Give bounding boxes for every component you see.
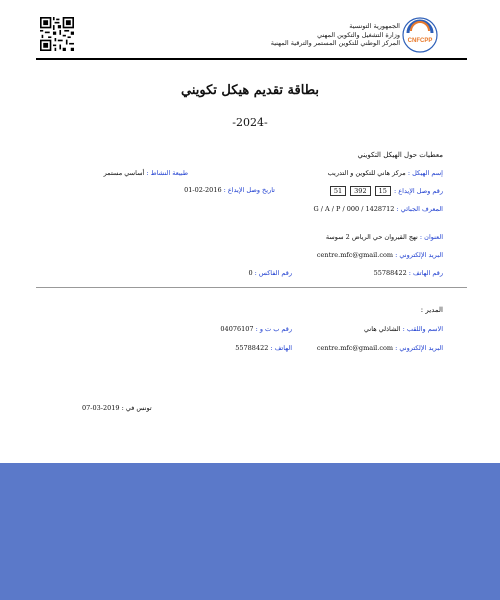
section-training-structure-heading: معطيات حول الهيكل التكويني: [357, 151, 443, 159]
tax-id-label: المعرف الجبائي :: [396, 205, 443, 213]
email-value: centre.mfc@gmail.com: [316, 251, 394, 259]
director-cin-row: [220, 325, 292, 333]
activity-row: [104, 169, 188, 177]
header-divider: [36, 58, 467, 60]
deposit-box: 392: [350, 186, 370, 196]
director-email-row: [317, 344, 443, 352]
structure-name-value: مركز هاني للتكوين و التدريب: [327, 169, 406, 177]
director-name-row: [364, 325, 443, 333]
svg-text:CNFCPP: CNFCPP: [407, 38, 433, 44]
fax-value: 0: [248, 269, 253, 277]
page-title: بطاقة تقديم هيكل تكويني: [181, 83, 319, 98]
fax-label: رقم الفاكس :: [254, 269, 292, 277]
director-phone-label: الهاتف :: [270, 344, 292, 352]
deposit-number-boxes: [329, 186, 392, 196]
deposit-date-row: [184, 186, 275, 194]
director-phone-row: [235, 344, 292, 352]
address-label: العنوان :: [419, 233, 443, 241]
deposit-date-label: تاريخ وصل الإيداع :: [223, 186, 275, 194]
deposit-box: 51: [330, 186, 346, 196]
ministry-header: [271, 22, 400, 48]
header-line-3: المركز الوطني للتكوين المستمر والترقية المهنية: [270, 39, 400, 47]
tax-id-value: 1428712 / G / A / P / 000: [313, 205, 395, 213]
structure-name-label: إسم الهيكل :: [407, 169, 443, 177]
year-label: -2024-: [232, 116, 268, 129]
email-label: البريد الإلكتروني :: [395, 251, 443, 259]
deposit-number-row: [329, 186, 443, 196]
activity-label: طبيعة النشاط :: [146, 169, 188, 177]
phone-row: [374, 269, 443, 277]
address-value: نهج القيروان حي الرياض 2 سوسة: [325, 233, 418, 241]
director-name-value: الشاذلي هاني: [364, 325, 401, 333]
qr-code-icon: [40, 17, 74, 51]
phone-value: 55788422: [373, 269, 407, 277]
director-email-value: centre.mfc@gmail.com: [316, 344, 394, 352]
director-cin-value: 04076107: [220, 325, 254, 333]
tax-id-row: [314, 205, 443, 213]
address-row: [326, 233, 443, 241]
director-name-label: الاسم واللقب :: [402, 325, 443, 333]
email-row: [317, 251, 443, 259]
header-line-2: وزارة التشغيل والتكوين المهني: [317, 30, 400, 39]
footer-band: [0, 463, 500, 600]
director-cin-label: رقم ب ت و :: [255, 325, 292, 333]
section-divider: [36, 287, 467, 288]
cnfcpp-logo-icon: [402, 17, 438, 53]
activity-value: أساسي مستمر: [103, 169, 145, 177]
director-email-label: البريد الإلكتروني :: [395, 344, 443, 352]
director-heading: المدير :: [420, 306, 443, 314]
deposit-number-label: رقم وصل الإيداع :: [394, 187, 443, 195]
director-phone-value: 55788422: [235, 344, 269, 352]
phone-label: رقم الهاتف :: [408, 269, 443, 277]
structure-name-row: [328, 169, 443, 177]
deposit-box: 15: [375, 186, 391, 196]
deposit-date-value: 2016-02-01: [184, 186, 222, 194]
header-line-1: الجمهورية التونسية: [349, 22, 400, 30]
fax-row: [248, 269, 292, 277]
date-place-note: تونس في : 2019-03-07: [82, 404, 152, 412]
